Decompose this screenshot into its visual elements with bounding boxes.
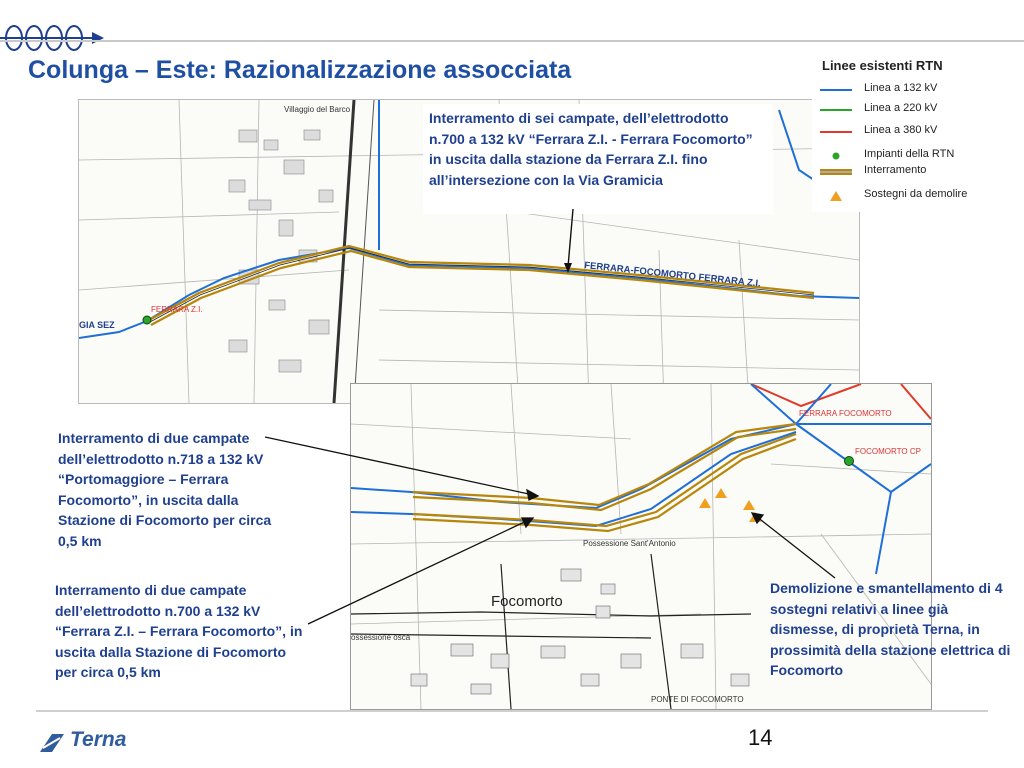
terna-logo — [38, 728, 138, 758]
town-label: Focomorto — [491, 593, 563, 610]
bottom-rule — [36, 710, 988, 712]
callout-interramento-sei-campate: Interramento di sei campate, dell’elettrodotto n.700 a 132 kV “Ferrara Z.I. - Ferrara Focomorto” in uscita dalla stazione da Ferrara Z.I. fino all’intersezione con la Via Gramicia — [423, 104, 773, 214]
arrow-718-head — [527, 490, 538, 500]
left-farm-label: ossessione osca — [351, 633, 411, 642]
arrow-700-head — [522, 518, 533, 527]
station-focomorto-label: FOCOMORTO CP — [855, 447, 921, 456]
village-label: Villaggio del Barco — [284, 105, 351, 114]
callout-demolizione: Demolizione e smantellamento di 4 sostegni relativi a linee già dismesse, di proprietà Terna, in prossimità della stazione elettrica di Focomorto — [770, 580, 1011, 678]
callout-interramento-700: Interramento di due campate dell’elettrodotto n.700 a 132 kV “Ferrara Z.I. – Ferrara Focomorto”, in uscita dalla Stazione di Focomorto per circa 0,5 km — [55, 582, 303, 680]
arrow-718 — [265, 437, 538, 496]
legend-title: Linee esistenti RTN — [822, 58, 943, 73]
station-ferrara-zi-label: FERRARA Z.I. — [151, 305, 203, 314]
terna-logo-icon — [38, 730, 68, 756]
arrow-demo-head — [752, 513, 763, 523]
legend: Linee esistenti RTN Linea a 132 kV Linea a 220 kV Linea a 380 kV Impianti della RTN Interramento Sostegni da demolire — [812, 52, 1024, 212]
callout-interramento-718: Interramento di due campate dell’elettrodotto n.718 a 132 kV “Portomaggiore – Ferrara Focomorto”, in uscita dalla Stazione di Focomorto per circa 0,5 km — [58, 430, 272, 549]
farm-label: Possessione Sant'Antonio — [583, 539, 676, 548]
arrow-700 — [308, 518, 533, 624]
arrow-demo — [752, 513, 835, 578]
station-line-label: FERRARA FOCOMORTO — [799, 409, 892, 418]
bridge-label: PONTE DI FOCOMORTO — [651, 695, 744, 704]
terna-logo-text: Terna — [70, 728, 127, 751]
page-title: Colunga – Este: Razionalizzazione assocciata — [28, 56, 572, 84]
page-number: 14 — [748, 725, 773, 750]
gia-sez-label: GIA SEZ — [79, 320, 115, 330]
line-name-label: FERRARA-FOCOMORTO FERRARA Z.I. — [583, 260, 762, 290]
